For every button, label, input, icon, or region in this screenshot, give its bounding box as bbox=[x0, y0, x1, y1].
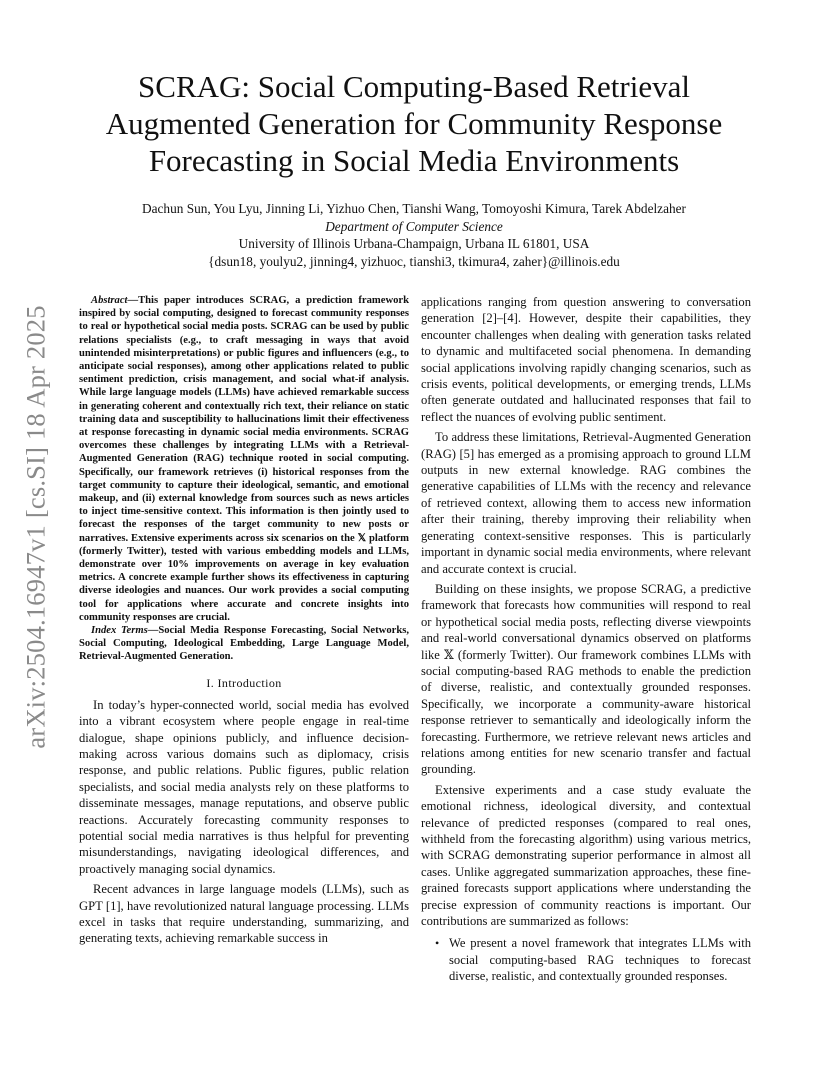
author-block bbox=[64, 200, 764, 270]
abstract bbox=[79, 294, 409, 624]
index-terms bbox=[79, 624, 409, 664]
intro-paragraph-1: In today’s hyper-connected world, social media has evolved into a vibrant ecosystem where people engage in real-time dialogue, shape opinions publicly, and influence decision-making across various domains such as diplomacy, crisis response, and public relations. Public figures, public relation specialists, and social media analysts rely on these platforms to disseminate messages, manage reputations, and observe public reactions. Accurately forecasting community responses to potential social media narratives is thus helpful for preventing misunderstandings, navigating ideological differences, and proactively managing social dynamics. bbox=[79, 697, 409, 876]
affiliation: University of Illinois Urbana-Champaign, Urbana IL 61801, USA bbox=[238, 236, 590, 251]
paper-title bbox=[64, 68, 764, 179]
bullet-icon: • bbox=[435, 936, 440, 951]
abstract-text: —This paper introduces SCRAG, a prediction framework inspired by social computing, designed to forecast community responses to real or hypothetical social media posts. SCRAG can be used by public relations specialists (e.g., to craft messaging in ways that avoid unintended misinterpretations) or public figures and influencers (e.g., to anticipate social responses), among other applications related to public sentiment prediction, crisis management, and social what-if analysis. While large language models (LLMs) have achieved remarkable success in generating coherent and contextually rich text, their reliance on static training data and susceptibility to hallucinations limit their effectiveness at response forecasting in dynamic social media environments. SCRAG overcomes these challenges by integrating LLMs with a Retrieval-Augmented Generation (RAG) technique rooted in social computing. Specifically, our framework retrieves (i) historical responses from the target community to capture their ideological, semantic, and emotional makeup, and (ii) external knowledge from sources such as news articles to inject time-sensitive context. This information is then jointly used to forecast the responses of the target community to new posts or narratives. Extensive experiments across six scenarios on the 𝕏 platform (formerly Twitter), tested with various embedding models and LLMs, demonstrate over 10% improvements on average in key evaluation metrics. A concrete example further shows its effectiveness in capturing diverse ideologies and nuances. Our work provides a social computing tool for applications where accurate and concrete insights into community responses are crucial. bbox=[79, 295, 409, 623]
author-emails: {dsun18, youlyu2, jinning4, yizhuoc, tianshi3, tkimura4, zaher}@illinois.edu bbox=[208, 253, 620, 269]
right-paragraph-2: To address these limitations, Retrieval-Augmented Generation (RAG) [5] has emerged as a promising approach to ground LLM outputs in new external knowledge. RAG combines the generative capabilities of LLMs with the recency and relevance of retrieved context, allowing them to access new information after their training, thereby improving their reliability when generating context-sensitive responses. This is particularly important in dynamic social media environments, where relevant and accurate context is crucial. bbox=[421, 430, 751, 576]
contribution-item bbox=[421, 935, 751, 984]
title-line-2: Augmented Generation for Community Response bbox=[105, 106, 723, 141]
right-paragraph-3: Building on these insights, we propose SCRAG, a predictive framework that forecasts how communities will respond to real or hypothetical social media posts, reflecting diverse viewpoints and real-world conversational dynamics observed on platforms like 𝕏 (formerly Twitter). Our framework combines LLMs with social computing-based RAG methods to enable the prediction of diverse, realistic, and contextually grounded responses. Specifically, we incorporate a community-aware historical response retriever to semantically and ideologically inform the forecasting. Furthermore, we retrieve relevant news articles and relations among entities for new scenario transfer and factual grounding. bbox=[421, 581, 751, 777]
arxiv-identifier-stamp[interactable] bbox=[14, 296, 58, 758]
title-line-1: SCRAG: Social Computing-Based Retrieval bbox=[138, 69, 690, 104]
title-line-3: Forecasting in Social Media Environments bbox=[148, 143, 680, 178]
abstract-label: Abstract bbox=[91, 295, 128, 306]
index-terms-text: —Social Media Response Forecasting, Social Networks, Social Computing, Ideological Embedding, Large Language Model, Retrieval-Augmented Generation. bbox=[79, 625, 409, 663]
contribution-text: We present a novel framework that integrates LLMs with social computing-based RAG techniques to forecast diverse, realistic, and contextually grounded responses. bbox=[449, 936, 751, 984]
intro-paragraph-2: Recent advances in large language models (LLMs), such as GPT [1], have revolutionized natural language processing. LLMs excel in tasks that require understanding, summarizing, and generating texts, achieving remarkable success in bbox=[79, 882, 409, 946]
index-terms-label: Index Terms bbox=[91, 625, 148, 637]
author-list: Dachun Sun, You Lyu, Jinning Li, Yizhuo Chen, Tianshi Wang, Tomoyoshi Kimura, Tarek Abdelzaher bbox=[142, 201, 686, 216]
right-paragraph-1: applications ranging from question answering to conversation generation [2]–[4]. However, despite their capabilities, they encounter challenges when dealing with generation tasks related to dynamic and multifaceted social phenomena. In demanding social applications involving rapidly changing scenarios, such as crisis events, political developments, or emerging trends, LLMs often generate outdated and hallucinated responses that fail to reflect the nuances of evolving public sentiment. bbox=[421, 295, 751, 424]
section-heading-introduction: I. Introduction bbox=[206, 675, 282, 690]
contributions-list bbox=[421, 935, 751, 984]
right-paragraph-4: Extensive experiments and a case study evaluate the emotional richness, ideological diversity, and contextual relevance of predicted responses (compared to real ones, withheld from the forecasting algorithm) using various metrics, with SCRAG demonstrating superior performance in almost all cases. Unlike aggregated summarization approaches, these fine-grained forecasts support applications where understanding the precise expression of community reactions is important. Our contributions are summarized as follows: bbox=[421, 782, 751, 929]
left-column bbox=[79, 294, 409, 951]
arxiv-stamp-text[interactable]: arXiv:2504.16947v1 [cs.SI] 18 Apr 2025 bbox=[20, 305, 51, 749]
right-column bbox=[421, 294, 751, 985]
department: Department of Computer Science bbox=[325, 218, 503, 234]
